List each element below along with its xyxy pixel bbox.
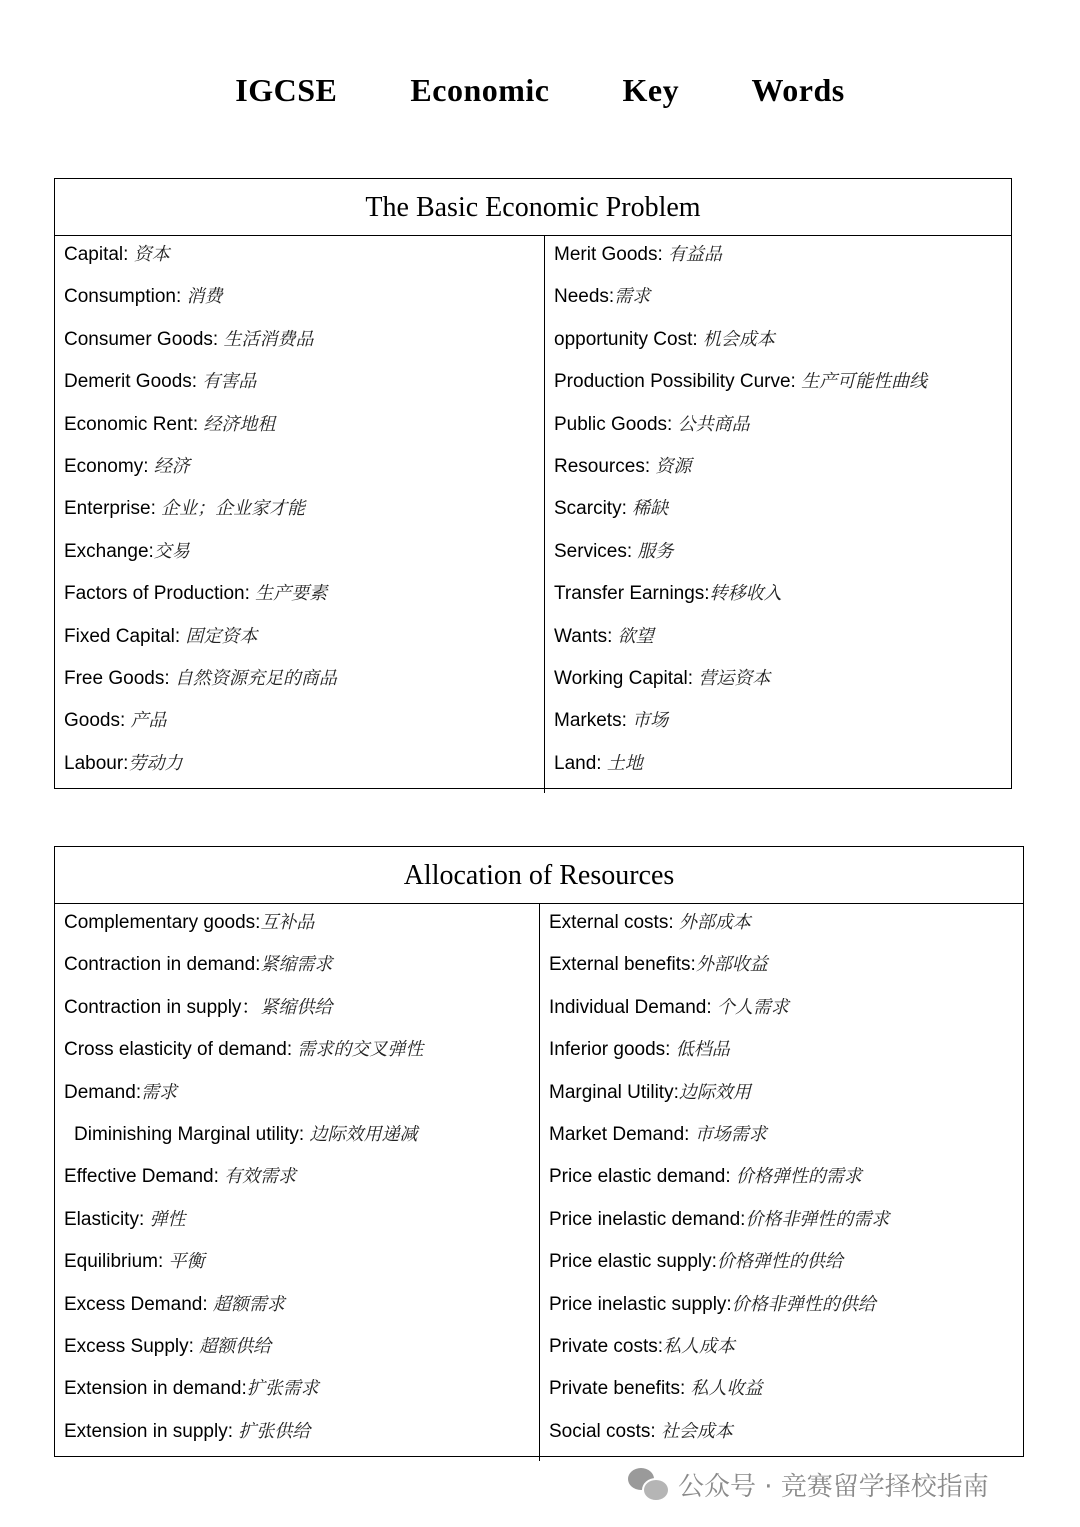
term-cn: 公共商品 [677, 413, 750, 435]
term-cn: 固定资本 [185, 625, 258, 647]
term-cn: 个人需求 [716, 996, 789, 1018]
term-row [540, 1292, 1023, 1334]
term-cn: 低档品 [675, 1039, 730, 1061]
term-cn: 弹性 [149, 1208, 186, 1230]
term-row [55, 242, 544, 284]
term-en: Extension in demand: [64, 1378, 247, 1400]
term-row [540, 910, 1023, 952]
term-row [540, 1164, 1023, 1206]
term-cn: 生活消费品 [223, 328, 314, 350]
term-row [540, 1334, 1023, 1376]
term-cn: 转移收入 [709, 583, 782, 605]
term-en: Resources: [554, 455, 656, 477]
term-cn: 有益品 [668, 244, 723, 265]
term-cn: 平衡 [168, 1251, 205, 1273]
term-en: Price inelastic demand: [549, 1208, 746, 1230]
term-row [545, 496, 1011, 538]
term-row [540, 1419, 1023, 1461]
term-cn: 土地 [606, 752, 643, 774]
term-row [55, 1037, 539, 1079]
term-row [55, 1164, 539, 1206]
allocation-of-resources-table [54, 846, 1024, 1457]
term-row [540, 1122, 1023, 1164]
term-cn: 需求 [614, 286, 651, 308]
term-en: Land: [554, 752, 607, 774]
term-row [540, 952, 1023, 994]
term-en: Contraction in supply： [64, 996, 261, 1018]
left-column [55, 236, 545, 793]
term-en: Private benefits: [549, 1378, 691, 1400]
term-en: Merit Goods: [554, 244, 669, 265]
term-cn: 有害品 [202, 371, 257, 393]
term-en: Public Goods: [554, 413, 678, 435]
term-en: Social costs: [549, 1420, 661, 1442]
term-en: opportunity Cost: [554, 328, 703, 350]
term-en: Free Goods: [64, 667, 175, 689]
term-row [540, 995, 1023, 1037]
term-en: Working Capital: [554, 667, 699, 689]
term-row [545, 327, 1011, 369]
term-cn: 劳动力 [128, 752, 183, 774]
term-row [545, 539, 1011, 581]
term-cn: 需求的交叉弹性 [297, 1039, 424, 1061]
term-cn: 资源 [655, 455, 692, 477]
term-en: Elasticity: [64, 1208, 150, 1230]
term-cn: 超额需求 [212, 1293, 285, 1315]
term-cn: 扩张供给 [238, 1420, 311, 1442]
term-cn: 紧缩需求 [260, 954, 333, 976]
term-en: Market Demand: [549, 1123, 695, 1145]
term-en: Complementary goods: [64, 912, 261, 933]
term-row [540, 1249, 1023, 1291]
term-cn: 扩张需求 [246, 1378, 319, 1400]
term-en: External costs: [549, 912, 679, 933]
term-en: Inferior goods: [549, 1039, 676, 1061]
term-cn: 欲望 [617, 625, 654, 647]
term-row [55, 369, 544, 411]
right-column [540, 904, 1023, 1461]
term-cn: 价格非弹性的需求 [745, 1208, 890, 1230]
term-row [55, 952, 539, 994]
term-row [55, 1292, 539, 1334]
term-row [55, 581, 544, 623]
term-row [545, 581, 1011, 623]
term-cn: 外部成本 [678, 912, 751, 933]
term-en: Extension in supply: [64, 1420, 239, 1442]
watermark-text: 公众号 · 竞赛留学择校指南 [678, 1471, 989, 1502]
right-column [545, 236, 1011, 793]
term-cn: 交易 [153, 540, 190, 562]
term-cn: 社会成本 [660, 1420, 733, 1442]
term-cn: 边际效用 [678, 1081, 751, 1103]
term-en: Labour: [64, 752, 129, 774]
basic-economic-problem-table [54, 178, 1012, 789]
term-en: Demerit Goods: [64, 371, 203, 393]
term-en: Wants: [554, 625, 618, 647]
term-en: Economy: [64, 455, 154, 477]
term-en: Production Possibility Curve: [554, 371, 802, 393]
term-en: Consumer Goods: [64, 328, 224, 350]
term-en: Price elastic demand: [549, 1166, 736, 1188]
term-en: Effective Demand: [64, 1166, 225, 1188]
term-en: Private costs: [549, 1335, 664, 1357]
term-en: Diminishing Marginal utility: [74, 1123, 310, 1145]
term-row [55, 666, 544, 708]
term-row [55, 1122, 539, 1164]
term-row [545, 624, 1011, 666]
term-cn: 营运资本 [698, 667, 771, 689]
term-row [55, 1376, 539, 1418]
term-en: Individual Demand: [549, 996, 717, 1018]
term-cn: 外部收益 [695, 954, 768, 976]
term-row [55, 327, 544, 369]
term-cn: 需求 [141, 1081, 178, 1103]
term-row [55, 1334, 539, 1376]
term-row [540, 1207, 1023, 1249]
term-row [55, 1080, 539, 1122]
term-row [545, 242, 1011, 284]
term-cn: 产品 [130, 710, 167, 732]
term-en: Price elastic supply: [549, 1251, 717, 1273]
term-cn: 超额供给 [199, 1335, 272, 1357]
term-cn: 市场需求 [694, 1123, 767, 1145]
term-en: Factors of Production: [64, 583, 256, 605]
term-cn: 服务 [637, 540, 674, 562]
term-row [540, 1080, 1023, 1122]
term-en: Economic Rent: [64, 413, 204, 435]
term-row [55, 454, 544, 496]
term-cn: 紧缩供给 [260, 996, 333, 1018]
term-row [545, 412, 1011, 454]
term-row [545, 708, 1011, 750]
table-heading: Allocation of Resources [55, 847, 1023, 904]
term-cn: 经济 [153, 455, 190, 477]
term-en: Consumption: [64, 286, 187, 308]
term-cn: 稀缺 [632, 498, 669, 520]
term-row [540, 1037, 1023, 1079]
term-cn: 有效需求 [224, 1166, 297, 1188]
table-heading: The Basic Economic Problem [55, 179, 1011, 236]
term-row [55, 995, 539, 1037]
term-en: Excess Demand: [64, 1293, 213, 1315]
term-en: Transfer Earnings: [554, 583, 710, 605]
term-row [55, 284, 544, 326]
term-row [55, 1419, 539, 1461]
term-cn: 市场 [632, 710, 669, 732]
term-cn: 边际效用递减 [309, 1123, 418, 1145]
term-row [545, 284, 1011, 326]
term-row [545, 454, 1011, 496]
term-row [55, 412, 544, 454]
term-cn: 自然资源充足的商品 [174, 667, 337, 689]
term-row [55, 708, 544, 750]
left-column [55, 904, 540, 1461]
term-cn: 私人收益 [690, 1378, 763, 1400]
wechat-icon [628, 1468, 668, 1500]
term-row [545, 666, 1011, 708]
term-en: Cross elasticity of demand: [64, 1039, 298, 1061]
term-cn: 企业；企业家才能 [161, 498, 306, 520]
term-row [55, 496, 544, 538]
watermark [628, 1462, 989, 1506]
term-en: Fixed Capital: [64, 625, 186, 647]
term-row [55, 1249, 539, 1291]
term-cn: 生产要素 [255, 583, 328, 605]
term-en: Scarcity: [554, 498, 633, 520]
term-en: External benefits: [549, 954, 696, 976]
term-cn: 消费 [186, 286, 223, 308]
term-row [55, 624, 544, 666]
term-cn: 经济地租 [203, 413, 276, 435]
term-en: Excess Supply: [64, 1335, 200, 1357]
term-en: Contraction in demand: [64, 954, 261, 976]
term-en: Demand: [64, 1081, 142, 1103]
term-en: Equilibrium: [64, 1251, 169, 1273]
term-cn: 价格弹性的需求 [735, 1166, 862, 1188]
term-en: Enterprise: [64, 498, 162, 520]
term-row [55, 539, 544, 581]
term-row [55, 1207, 539, 1249]
term-en: Price inelastic supply: [549, 1293, 732, 1315]
term-en: Markets: [554, 710, 633, 732]
term-cn: 互补品 [260, 912, 315, 933]
term-cn: 生产可能性曲线 [801, 371, 928, 393]
term-en: Capital: [64, 244, 134, 265]
term-en: Services: [554, 540, 638, 562]
term-cn: 私人成本 [663, 1335, 736, 1357]
term-en: Needs: [554, 286, 615, 308]
term-en: Exchange: [64, 540, 154, 562]
term-row [545, 751, 1011, 793]
term-row [55, 910, 539, 952]
term-cn: 价格非弹性的供给 [731, 1293, 876, 1315]
page-title: IGCSE Economic Key Words [235, 72, 845, 108]
term-cn: 价格弹性的供给 [716, 1251, 843, 1273]
term-en: Marginal Utility: [549, 1081, 679, 1103]
term-row [55, 751, 544, 793]
term-cn: 资本 [133, 244, 170, 265]
term-row [540, 1376, 1023, 1418]
term-cn: 机会成本 [702, 328, 775, 350]
term-en: Goods: [64, 710, 131, 732]
term-row [545, 369, 1011, 411]
